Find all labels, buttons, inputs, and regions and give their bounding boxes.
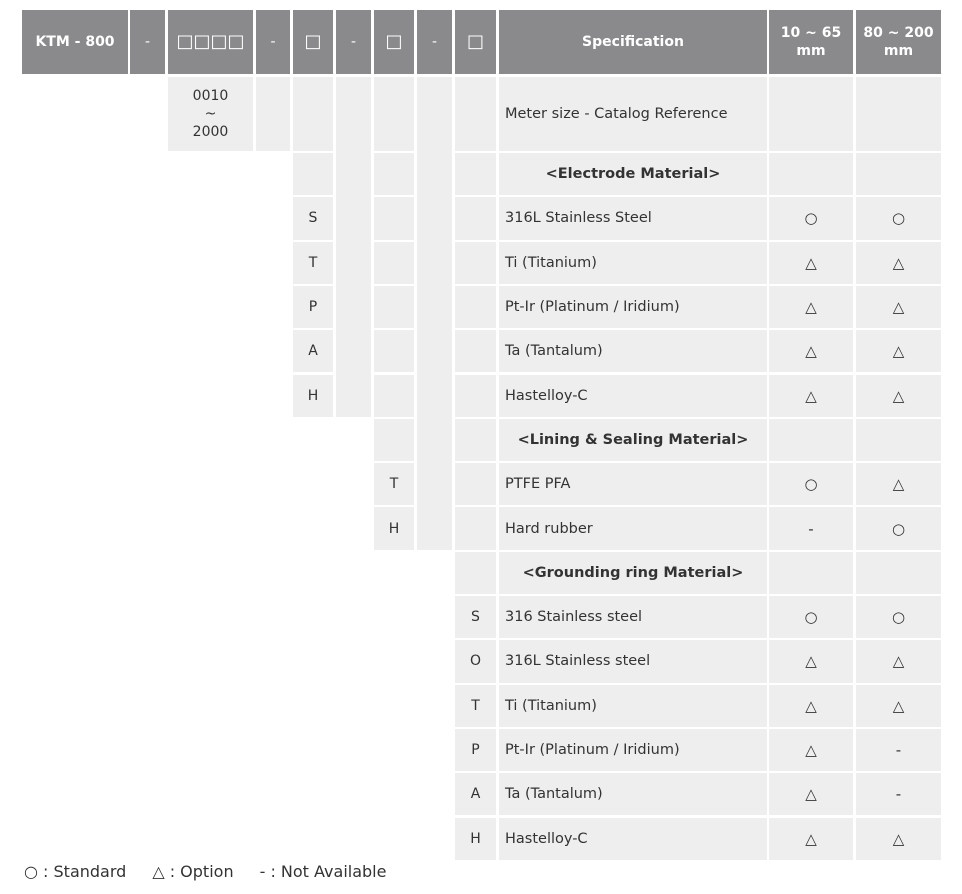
meter-size-code: 0010 ~ 2000 xyxy=(168,77,253,151)
section-title-electrode: <Electrode Material> xyxy=(499,153,767,195)
option-code: O xyxy=(455,640,496,682)
spacer-cell xyxy=(455,153,496,195)
availability-large: - xyxy=(856,773,941,815)
option-spec: Pt-Ir (Platinum / Iridium) xyxy=(499,286,767,328)
spacer-cell xyxy=(455,419,496,461)
option-code: T xyxy=(374,463,414,505)
availability-small: ○ xyxy=(769,197,853,239)
option-spec: Hastelloy-C xyxy=(499,375,767,417)
option-spec: Pt-Ir (Platinum / Iridium) xyxy=(499,729,767,771)
spacer-cell xyxy=(374,286,414,328)
availability-large: △ xyxy=(856,818,941,860)
option-code: S xyxy=(455,596,496,638)
header-size-small: 10 ~ 65 mm xyxy=(769,10,853,74)
meter-size-small xyxy=(769,77,853,151)
availability-large: △ xyxy=(856,685,941,727)
option-code: A xyxy=(455,773,496,815)
option-spec: Ta (Tantalum) xyxy=(499,773,767,815)
spacer-cell xyxy=(374,375,414,417)
header-specification: Specification xyxy=(499,10,767,74)
spacer-cell xyxy=(455,375,496,417)
option-spec: 316L Stainless Steel xyxy=(499,197,767,239)
option-code: T xyxy=(293,242,333,284)
option-spec: Ti (Titanium) xyxy=(499,685,767,727)
header-size-large: 80 ~ 200 mm xyxy=(856,10,941,74)
availability-small: ○ xyxy=(769,463,853,505)
section-large-blank xyxy=(856,153,941,195)
availability-small: △ xyxy=(769,286,853,328)
meter-size-large xyxy=(856,77,941,151)
section-small-blank xyxy=(769,419,853,461)
option-code: T xyxy=(455,685,496,727)
option-code: P xyxy=(455,729,496,771)
section-title-grounding: <Grounding ring Material> xyxy=(499,552,767,594)
section-code-blank xyxy=(455,552,496,594)
legend-not-available: - : Not Available xyxy=(259,862,387,881)
header-dash: - xyxy=(336,10,371,74)
section-large-blank xyxy=(856,552,941,594)
section-large-blank xyxy=(856,419,941,461)
spacer-cell xyxy=(374,153,414,195)
spacer-column xyxy=(455,77,496,151)
header-lining-box: □ xyxy=(374,10,414,74)
option-code: H xyxy=(374,507,414,549)
spacer-cell xyxy=(374,197,414,239)
spacer-cell xyxy=(455,197,496,239)
spacer-cell xyxy=(455,286,496,328)
spacer-column xyxy=(293,77,333,151)
availability-large: - xyxy=(856,729,941,771)
availability-large: △ xyxy=(856,330,941,372)
header-dash: - xyxy=(256,10,290,74)
availability-large: ○ xyxy=(856,507,941,549)
option-spec: Hard rubber xyxy=(499,507,767,549)
availability-small: △ xyxy=(769,773,853,815)
availability-small: △ xyxy=(769,242,853,284)
availability-large: △ xyxy=(856,375,941,417)
option-spec: Ta (Tantalum) xyxy=(499,330,767,372)
availability-small: ○ xyxy=(769,596,853,638)
legend-option: △ : Option xyxy=(152,862,234,881)
option-code: S xyxy=(293,197,333,239)
availability-large: △ xyxy=(856,286,941,328)
spacer-column xyxy=(336,77,371,417)
header-model: KTM - 800 xyxy=(22,10,128,74)
availability-large: △ xyxy=(856,640,941,682)
spacer-cell xyxy=(374,330,414,372)
header-size-placeholder: □□□□ xyxy=(168,10,253,74)
option-spec: Ti (Titanium) xyxy=(499,242,767,284)
option-code: H xyxy=(293,375,333,417)
option-code: P xyxy=(293,286,333,328)
option-spec: 316L Stainless steel xyxy=(499,640,767,682)
option-spec: Hastelloy-C xyxy=(499,818,767,860)
section-code-blank xyxy=(293,153,333,195)
option-code: H xyxy=(455,818,496,860)
spacer-column xyxy=(374,77,414,151)
option-spec: 316 Stainless steel xyxy=(499,596,767,638)
legend xyxy=(24,862,386,881)
spacer-column xyxy=(417,77,452,550)
section-small-blank xyxy=(769,153,853,195)
spacer-cell xyxy=(455,330,496,372)
header-electrode-box: □ xyxy=(293,10,333,74)
option-code: A xyxy=(293,330,333,372)
spacer-cell xyxy=(374,242,414,284)
header-dash: - xyxy=(130,10,165,74)
option-spec: PTFE PFA xyxy=(499,463,767,505)
availability-small: △ xyxy=(769,729,853,771)
availability-small: △ xyxy=(769,330,853,372)
availability-large: ○ xyxy=(856,197,941,239)
availability-small: △ xyxy=(769,818,853,860)
availability-small: - xyxy=(769,507,853,549)
spacer-cell xyxy=(455,242,496,284)
availability-large: ○ xyxy=(856,596,941,638)
availability-small: △ xyxy=(769,685,853,727)
availability-small: △ xyxy=(769,375,853,417)
meter-size-spec: Meter size - Catalog Reference xyxy=(499,77,767,151)
spacer-cell xyxy=(455,463,496,505)
availability-large: △ xyxy=(856,242,941,284)
availability-small: △ xyxy=(769,640,853,682)
spacer-cell xyxy=(455,507,496,549)
spacer-column xyxy=(256,77,290,151)
section-code-blank xyxy=(374,419,414,461)
header-dash: - xyxy=(417,10,452,74)
legend-standard: ○ : Standard xyxy=(24,862,127,881)
availability-large: △ xyxy=(856,463,941,505)
section-small-blank xyxy=(769,552,853,594)
header-grounding-box: □ xyxy=(455,10,496,74)
section-title-lining: <Lining & Sealing Material> xyxy=(499,419,767,461)
